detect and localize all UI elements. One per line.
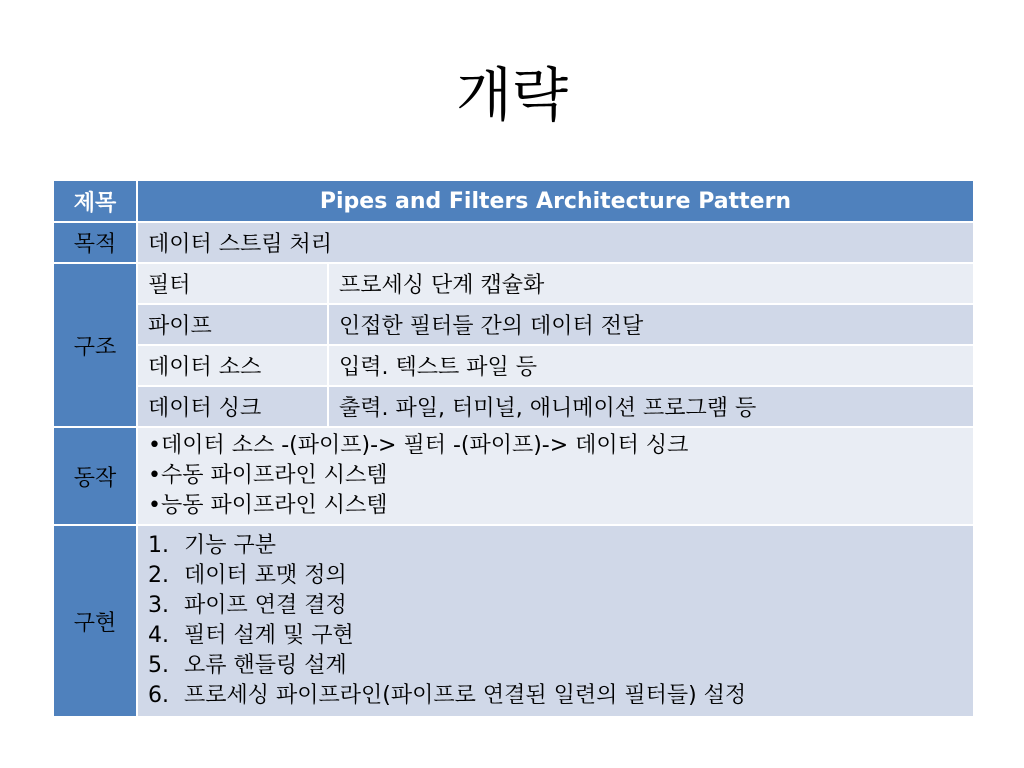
structure-desc: 입력. 텍스트 파일 등 (328, 345, 974, 386)
structure-row-sink (53, 386, 974, 427)
purpose-row (53, 222, 974, 263)
structure-row-source (53, 345, 974, 386)
operation-label: 동작 (53, 427, 137, 525)
implementation-label: 구현 (53, 525, 137, 717)
header-label: 제목 (53, 180, 137, 222)
structure-name: 데이터 싱크 (137, 386, 328, 427)
list-item: 4. 필터 설계 및 구현 (148, 623, 354, 648)
operation-bullets (137, 427, 974, 525)
purpose-label: 목적 (53, 222, 137, 263)
list-item: •수동 파이프라인 시스템 (148, 463, 388, 488)
list-item: •데이터 소스 -(파이프)-> 필터 -(파이프)-> 데이터 싱크 (148, 433, 689, 458)
header-value: Pipes and Filters Architecture Pattern (137, 180, 974, 222)
table-header-row (53, 180, 974, 222)
structure-name: 필터 (137, 263, 328, 304)
purpose-value: 데이터 스트림 처리 (137, 222, 974, 263)
implementation-row (53, 525, 974, 717)
list-item: 6. 프로세싱 파이프라인(파이프로 연결된 일련의 필터들) 설정 (148, 683, 747, 708)
list-item: 1. 기능 구분 (148, 533, 277, 558)
list-item: 3. 파이프 연결 결정 (148, 593, 347, 618)
structure-label: 구조 (53, 263, 137, 427)
implementation-steps (137, 525, 974, 717)
slide-title: 개략 (455, 61, 569, 129)
operation-row (53, 427, 974, 525)
list-item: •능동 파이프라인 시스템 (148, 493, 388, 518)
structure-row-pipe (53, 304, 974, 345)
structure-desc: 프로세싱 단계 캡슐화 (328, 263, 974, 304)
structure-desc: 출력. 파일, 터미널, 애니메이션 프로그램 등 (328, 386, 974, 427)
structure-name: 데이터 소스 (137, 345, 328, 386)
structure-desc: 인접한 필터들 간의 데이터 전달 (328, 304, 974, 345)
structure-row-filter (53, 263, 974, 304)
summary-table (52, 179, 975, 718)
list-item: 2. 데이터 포맷 정의 (148, 563, 347, 588)
structure-name: 파이프 (137, 304, 328, 345)
list-item: 5. 오류 핸들링 설계 (148, 653, 347, 678)
